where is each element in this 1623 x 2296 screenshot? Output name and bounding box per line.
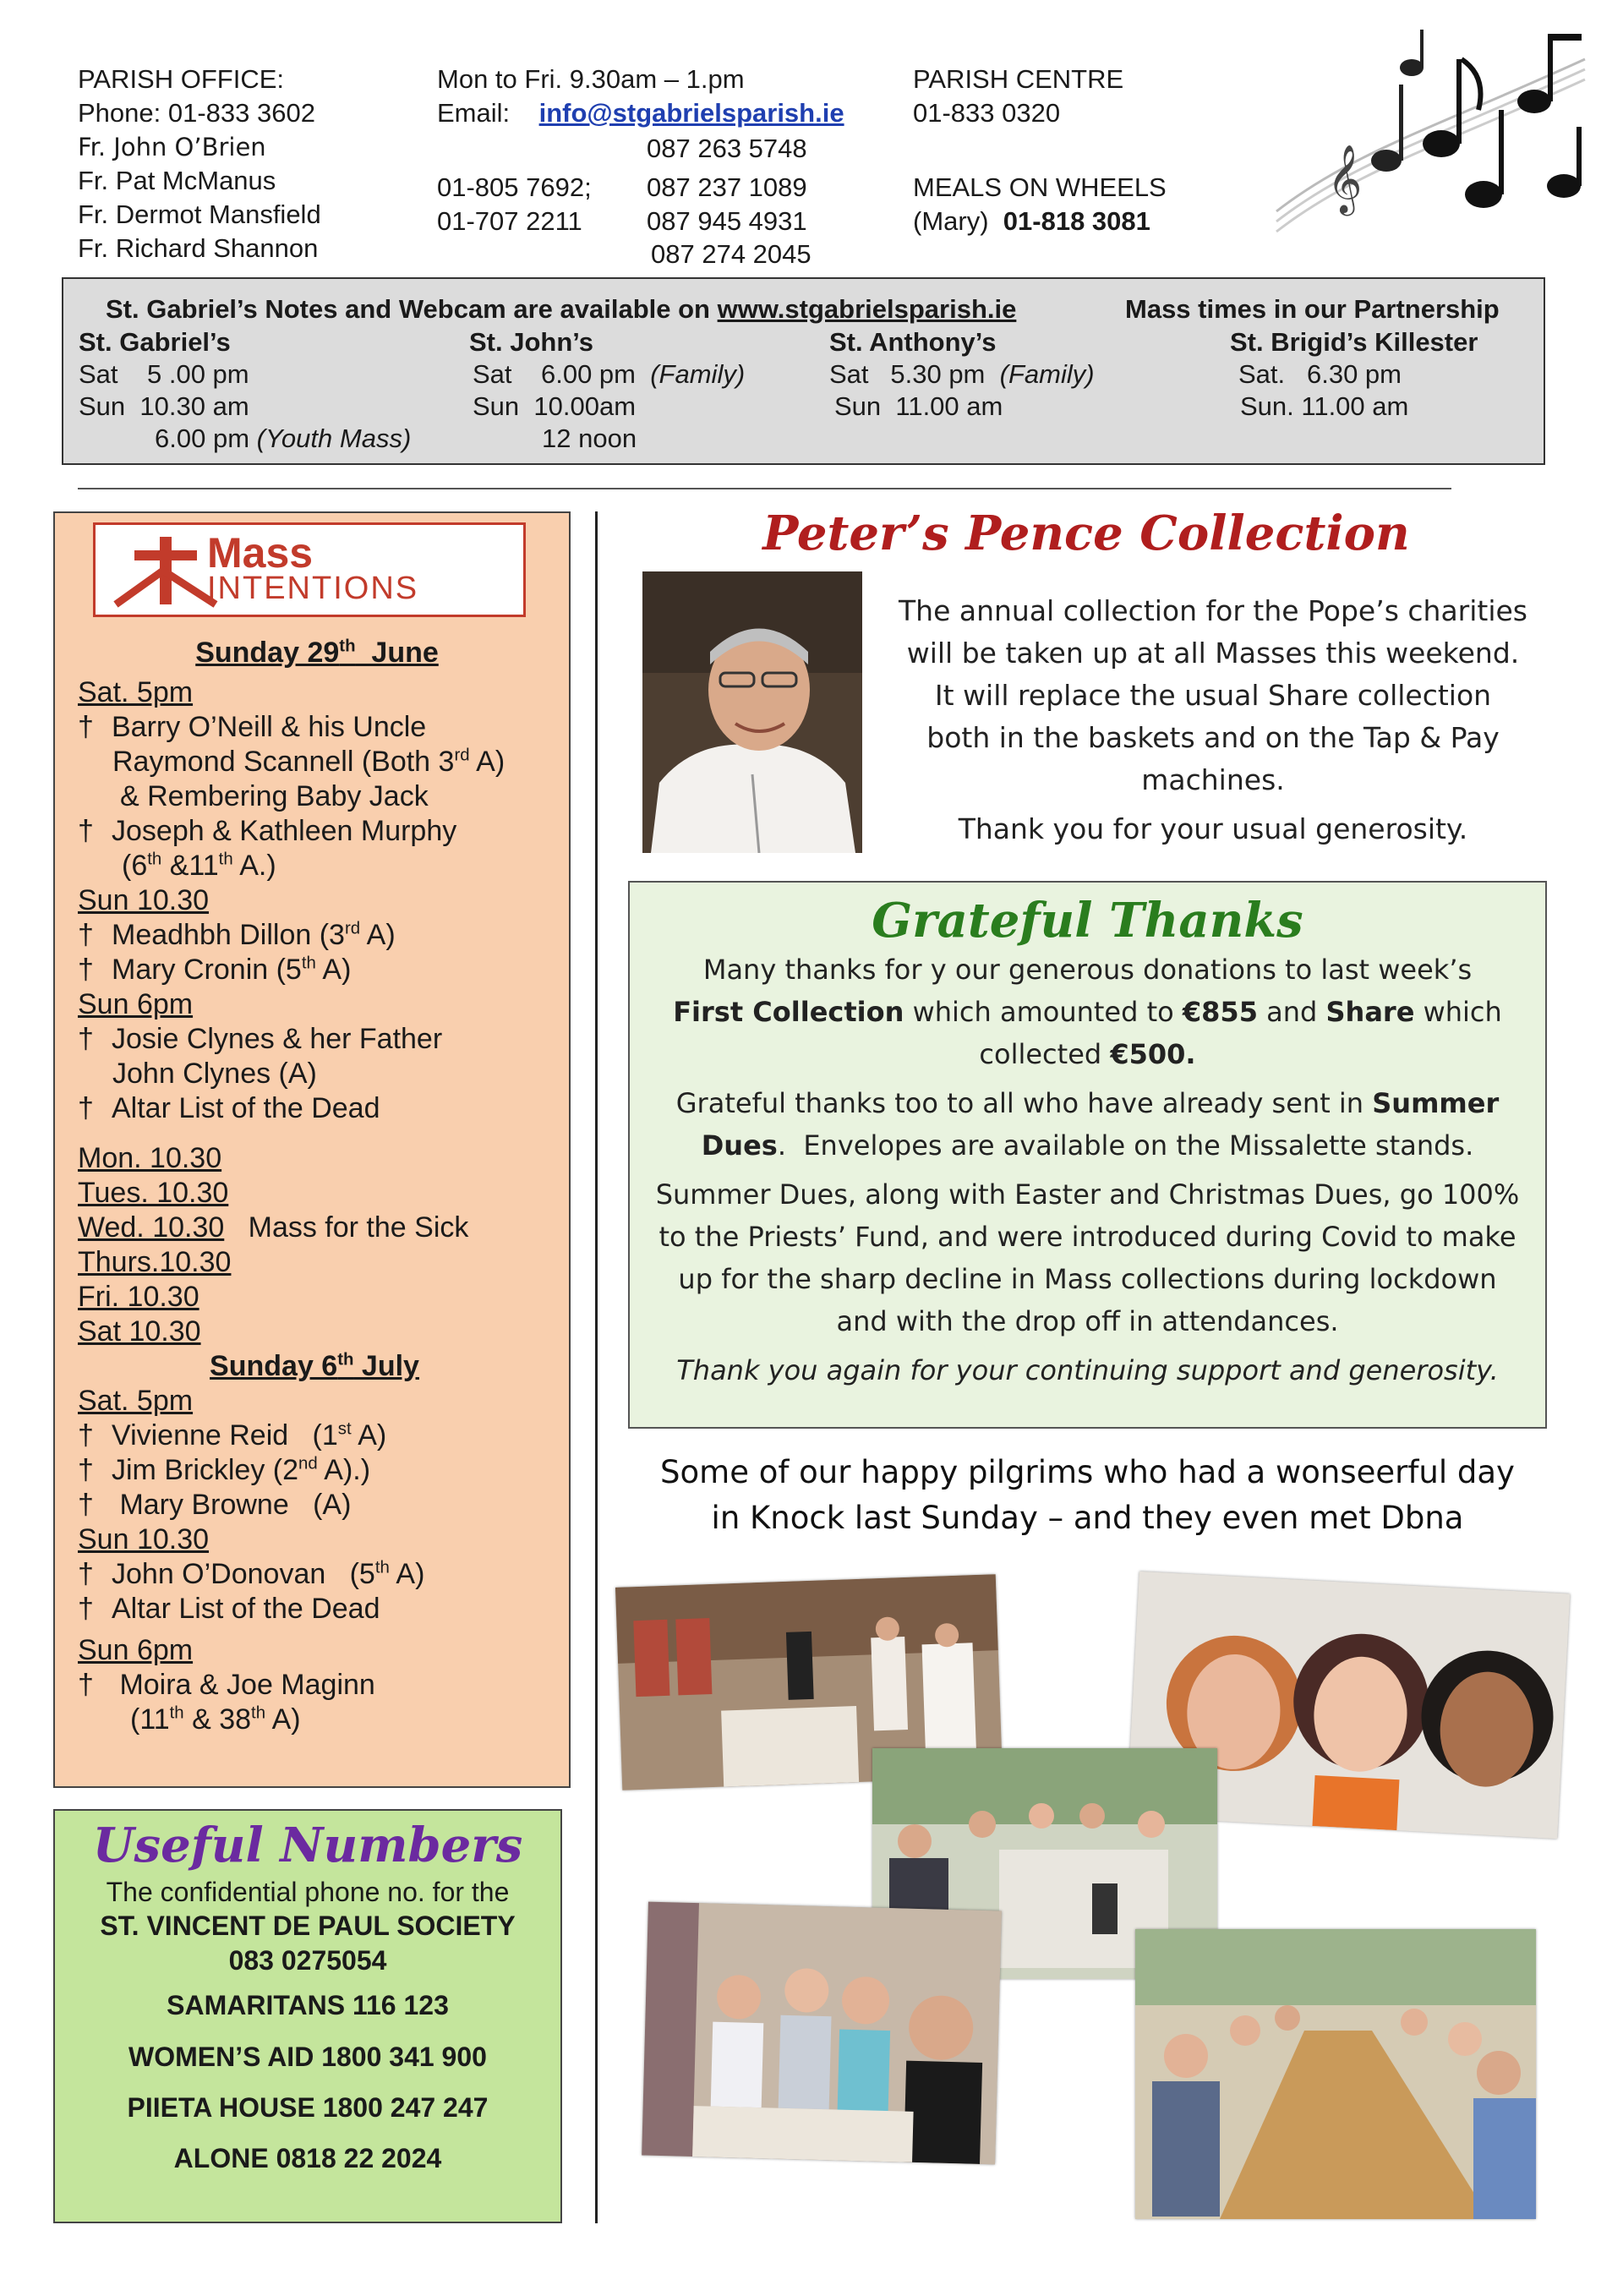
intention-text: Mary Cronin (5 <box>112 954 302 986</box>
share-amount: €500. <box>1110 1038 1196 1070</box>
intention-text: Raymond Scannell (Both 3 <box>112 746 455 778</box>
intention-item <box>78 849 551 883</box>
church-name: St. Brigid’s Killester <box>1230 327 1478 357</box>
mass-time: 12 noon <box>542 424 637 453</box>
month-text: July <box>353 1350 419 1382</box>
date-text: Sunday 6 <box>210 1350 338 1382</box>
useful-intro: The confidential phone no. for the <box>106 1877 510 1907</box>
mass-time: Sat. 6.30 pm <box>1238 359 1402 389</box>
priest-name: Fr. Pat McManus <box>78 166 276 195</box>
intention-text: A) <box>389 1558 425 1590</box>
dermot-phone: 01-707 2211 <box>437 206 582 236</box>
parish-centre-label: PARISH CENTRE <box>913 64 1124 94</box>
youth-time: 6.00 pm <box>155 424 250 453</box>
ordinal: rd <box>344 919 361 938</box>
grateful-thanks-title: Grateful Thanks <box>872 893 1303 948</box>
ordinal: rd <box>454 746 470 765</box>
meals-contact-name: (Mary) <box>913 206 989 236</box>
priest-name: Fr. Richard Shannon <box>78 233 319 263</box>
pilgrims-caption: in Knock last Sunday – and they even met Dbna <box>711 1500 1464 1536</box>
grateful-text-part: Grateful thanks too to all who have already sent in <box>675 1087 1373 1119</box>
intention-item: † John O’Donovan (5th A) <box>78 1558 425 1590</box>
intention-text: Moira & Joe Maginn <box>119 1669 375 1701</box>
priest-name: Fr. John O’Brien <box>78 133 266 161</box>
intention-item: † Altar List of the Dead <box>78 1593 380 1625</box>
column-divider <box>595 511 598 2223</box>
mass-time: Sun. 11.00 am <box>1240 391 1409 421</box>
intention-text: Altar List of the Dead <box>112 1593 380 1625</box>
intention-item: † Mary Browne (A) <box>78 1489 352 1521</box>
grateful-text-part: . Envelopes are available on the Missalette stands. <box>777 1129 1474 1162</box>
table-image <box>1135 1929 1536 2219</box>
peters-pence-text <box>871 590 1555 850</box>
website-link[interactable]: www.stgabrielsparish.ie <box>717 294 1017 324</box>
logo-mass-text: Mass <box>207 529 314 577</box>
grateful-line: to the Priests’ Fund, and were introduced during Covid to make <box>658 1221 1516 1253</box>
pilgrim-photo-group <box>642 1902 1002 2165</box>
svp-name: ST. VINCENT DE PAUL SOCIETY <box>100 1911 516 1941</box>
summer-dues-label: Summer <box>1372 1087 1500 1119</box>
ordinal: th <box>147 850 162 869</box>
church-name: St. Anthony’s <box>829 327 997 357</box>
intention-item: John Clynes (A) <box>112 1058 317 1090</box>
ordinal: th <box>169 1703 184 1723</box>
youth-mass-time <box>155 424 411 454</box>
intention-text: &11 <box>161 850 219 882</box>
intention-item: † Joseph & Kathleen Murphy <box>78 815 457 847</box>
intention-text: (11 <box>130 1703 170 1736</box>
grateful-line: and with the drop off in attendances. <box>836 1305 1339 1337</box>
intention-text: A) <box>360 919 396 951</box>
grateful-line: Summer Dues, along with Easter and Christmas Dues, go 100% <box>655 1178 1520 1211</box>
peters-line: both in the baskets and on the Tap & Pay <box>926 721 1500 754</box>
mass-heading: Thurs.10.30 <box>78 1246 232 1278</box>
meals-contact <box>913 205 1150 238</box>
mass-heading: Sun 10.30 <box>78 1523 210 1555</box>
cross-icon <box>112 532 222 610</box>
mass-note: Mass for the Sick <box>248 1211 469 1244</box>
useful-numbers-title: Useful Numbers <box>92 1818 523 1873</box>
intention-item: † Meadhbh Dillon (3rd A) <box>78 919 396 951</box>
date-text: Sunday 29 <box>195 637 340 669</box>
logo-intentions-text: INTENTIONS <box>207 571 419 606</box>
ordinal: th <box>339 637 356 656</box>
mass-heading <box>78 1211 551 1245</box>
pat-phone: 01-805 7692; <box>437 172 592 202</box>
intention-text: Vivienne Reid (1 <box>112 1419 338 1451</box>
intention-item: † Mary Cronin (5th A) <box>78 954 352 986</box>
sunday-heading <box>78 636 551 670</box>
mass-time: Sun 10.30 am <box>79 391 249 421</box>
intention-text: & 38 <box>183 1703 252 1736</box>
pieta-number: PIIETA HOUSE 1800 247 247 <box>127 2092 489 2123</box>
mass-heading: Mon. 10.30 <box>78 1142 222 1174</box>
intention-text: A) <box>315 954 352 986</box>
meals-on-wheels-label: MEALS ON WHEELS <box>913 172 1167 202</box>
sat-time: Sat 5.30 pm <box>829 359 986 389</box>
grateful-text <box>630 948 1545 1391</box>
intention-item: † Moira & Joe Maginn <box>78 1669 375 1701</box>
intention-item: † Josie Clynes & her Father <box>78 1023 443 1055</box>
grateful-text-part: which <box>1414 996 1502 1028</box>
intention-item: † Barry O’Neill & his Uncle <box>78 711 427 743</box>
grateful-line <box>630 1082 1545 1124</box>
notes-line <box>106 294 1016 325</box>
pat-mobile: 087 237 1089 <box>647 172 807 202</box>
intention-text: (6 <box>122 850 148 882</box>
parish-office-column <box>78 63 321 265</box>
intention-item: † Vivienne Reid (1st A) <box>78 1419 387 1451</box>
meals-phone: 01-818 3081 <box>1003 206 1150 236</box>
mass-time: Sat 5 .00 pm <box>79 359 249 389</box>
email-link[interactable]: info@stgabrielsparish.ie <box>538 98 844 128</box>
weekday-time: Wed. 10.30 <box>78 1211 225 1244</box>
pope-photo <box>642 571 862 853</box>
church-name: St. John’s <box>469 327 593 357</box>
intention-item: † Jim Brickley (2nd A).) <box>78 1454 371 1486</box>
mass-heading: Sat. 5pm <box>78 1385 194 1417</box>
mass-time: Sun 11.00 am <box>834 391 1003 421</box>
intention-text: A) <box>351 1419 387 1451</box>
intention-text: Jim Brickley (2 <box>112 1454 299 1486</box>
parish-centre-phone: 01-833 0320 <box>913 98 1061 128</box>
mass-heading: Sun 10.30 <box>78 884 210 916</box>
samaritans-number: SAMARITANS 116 123 <box>167 1990 449 2020</box>
mass-heading: Sat 10.30 <box>78 1315 201 1348</box>
intention-text: Meadhbh Dillon (3 <box>112 919 345 951</box>
group-image <box>642 1902 1002 2165</box>
ordinal: st <box>337 1419 352 1439</box>
first-collection-label: First Collection <box>673 996 904 1028</box>
ordinal: nd <box>298 1454 318 1473</box>
mass-time <box>473 359 745 390</box>
sunday-heading <box>78 1349 551 1384</box>
useful-numbers-box <box>53 1809 562 2223</box>
alone-number: ALONE 0818 22 2024 <box>173 2143 442 2173</box>
peters-line: machines. <box>1141 763 1285 796</box>
mass-times-box <box>62 277 1545 465</box>
intention-item <box>78 1703 551 1737</box>
mass-heading: Tues. 10.30 <box>78 1177 229 1209</box>
ordinal: th <box>374 1558 390 1577</box>
parish-office-label: PARISH OFFICE: <box>78 64 285 94</box>
intention-text: Josie Clynes & her Father <box>112 1023 443 1055</box>
priest-name: Fr. Dermot Mansfield <box>78 200 321 229</box>
mass-heading: Sun 6pm <box>78 988 194 1020</box>
john-mobile: 087 263 5748 <box>647 134 807 163</box>
ordinal: th <box>218 850 233 869</box>
intention-text: Mary Browne (A) <box>119 1489 352 1521</box>
grateful-text-part: which amounted to <box>904 996 1183 1028</box>
mass-heading: Fri. 10.30 <box>78 1281 199 1313</box>
ordinal: th <box>301 954 316 973</box>
email-row <box>437 96 844 130</box>
mass-heading: Sun 6pm <box>78 1634 194 1666</box>
grateful-line: up for the sharp decline in Mass collections during lockdown <box>678 1263 1497 1295</box>
grateful-line <box>630 991 1545 1033</box>
intentions-list <box>78 636 551 1737</box>
parish-phone: Phone: 01-833 3602 <box>78 98 315 128</box>
grateful-line <box>630 1033 1545 1075</box>
partnership-title: Mass times in our Partnership <box>1125 294 1500 324</box>
intention-item: † Altar List of the Dead <box>78 1092 380 1124</box>
intention-item <box>78 745 551 779</box>
pope-portrait-image <box>642 571 862 853</box>
first-collection-amount: €855 <box>1182 996 1258 1028</box>
peters-line: It will replace the usual Share collection <box>934 679 1492 712</box>
intention-text: Altar List of the Dead <box>112 1092 380 1124</box>
grateful-closing: Thank you again for your continuing support and generosity. <box>676 1354 1499 1386</box>
ordinal: th <box>251 1703 266 1723</box>
church-name: St. Gabriel’s <box>79 327 231 357</box>
share-label: Share <box>1325 996 1415 1028</box>
peters-pence-title: Peter’s Pence Collection <box>762 506 1410 561</box>
mass-time: Sun 10.00am <box>473 391 637 421</box>
month-text: June <box>355 637 439 669</box>
sat-time: Sat 6.00 pm <box>473 359 636 389</box>
divider-line <box>78 488 1451 489</box>
svg-text:𝄞: 𝄞 <box>1327 144 1363 213</box>
mass-time <box>829 359 1095 390</box>
intention-text: A) <box>469 746 505 778</box>
notes-text: St. Gabriel’s Notes and Webcam are available on <box>106 294 718 324</box>
intention-text: Joseph & Kathleen Murphy <box>112 815 457 847</box>
intention-text: A) <box>265 1703 301 1736</box>
email-label: Email: <box>437 98 511 128</box>
family-note: (Family) <box>999 359 1095 389</box>
intention-item: & Rembering Baby Jack <box>120 780 429 812</box>
mass-intentions-logo <box>93 522 526 617</box>
pilgrim-photo-table <box>1135 1929 1536 2219</box>
grateful-thanks-box <box>628 881 1547 1429</box>
grateful-line <box>630 1124 1545 1167</box>
peters-thanks: Thank you for your usual generosity. <box>958 812 1468 845</box>
family-note: (Family) <box>650 359 746 389</box>
womens-aid-number: WOMEN’S AID 1800 341 900 <box>128 2042 487 2072</box>
svp-phone: 083 0275054 <box>228 1945 387 1976</box>
mass-heading: Sat. 5pm <box>78 676 194 708</box>
youth-note: (Youth Mass) <box>256 424 412 453</box>
grateful-text-part: collected <box>979 1038 1111 1070</box>
ordinal: th <box>337 1350 354 1369</box>
grateful-line: Many thanks for y our generous donations to last week’s <box>702 954 1473 986</box>
richard-mobile: 087 274 2045 <box>651 239 812 269</box>
intention-text: Barry O’Neill & his Uncle <box>112 711 427 743</box>
intention-text: A.) <box>232 850 276 882</box>
peters-line: The annual collection for the Pope’s charities <box>899 594 1527 627</box>
intention-text: A).) <box>317 1454 371 1486</box>
dermot-mobile: 087 945 4931 <box>647 206 807 236</box>
pilgrims-caption: Some of our happy pilgrims who had a wonseerful day <box>660 1454 1515 1490</box>
peters-line: will be taken up at all Masses this weekend. <box>906 637 1520 670</box>
summer-dues-label: Dues <box>701 1129 778 1162</box>
intention-text: John O’Donovan (5 <box>112 1558 375 1590</box>
office-hours: Mon to Fri. 9.30am – 1.pm <box>437 64 745 94</box>
music-notes-image <box>1268 25 1589 237</box>
grateful-text-part: and <box>1257 996 1326 1028</box>
